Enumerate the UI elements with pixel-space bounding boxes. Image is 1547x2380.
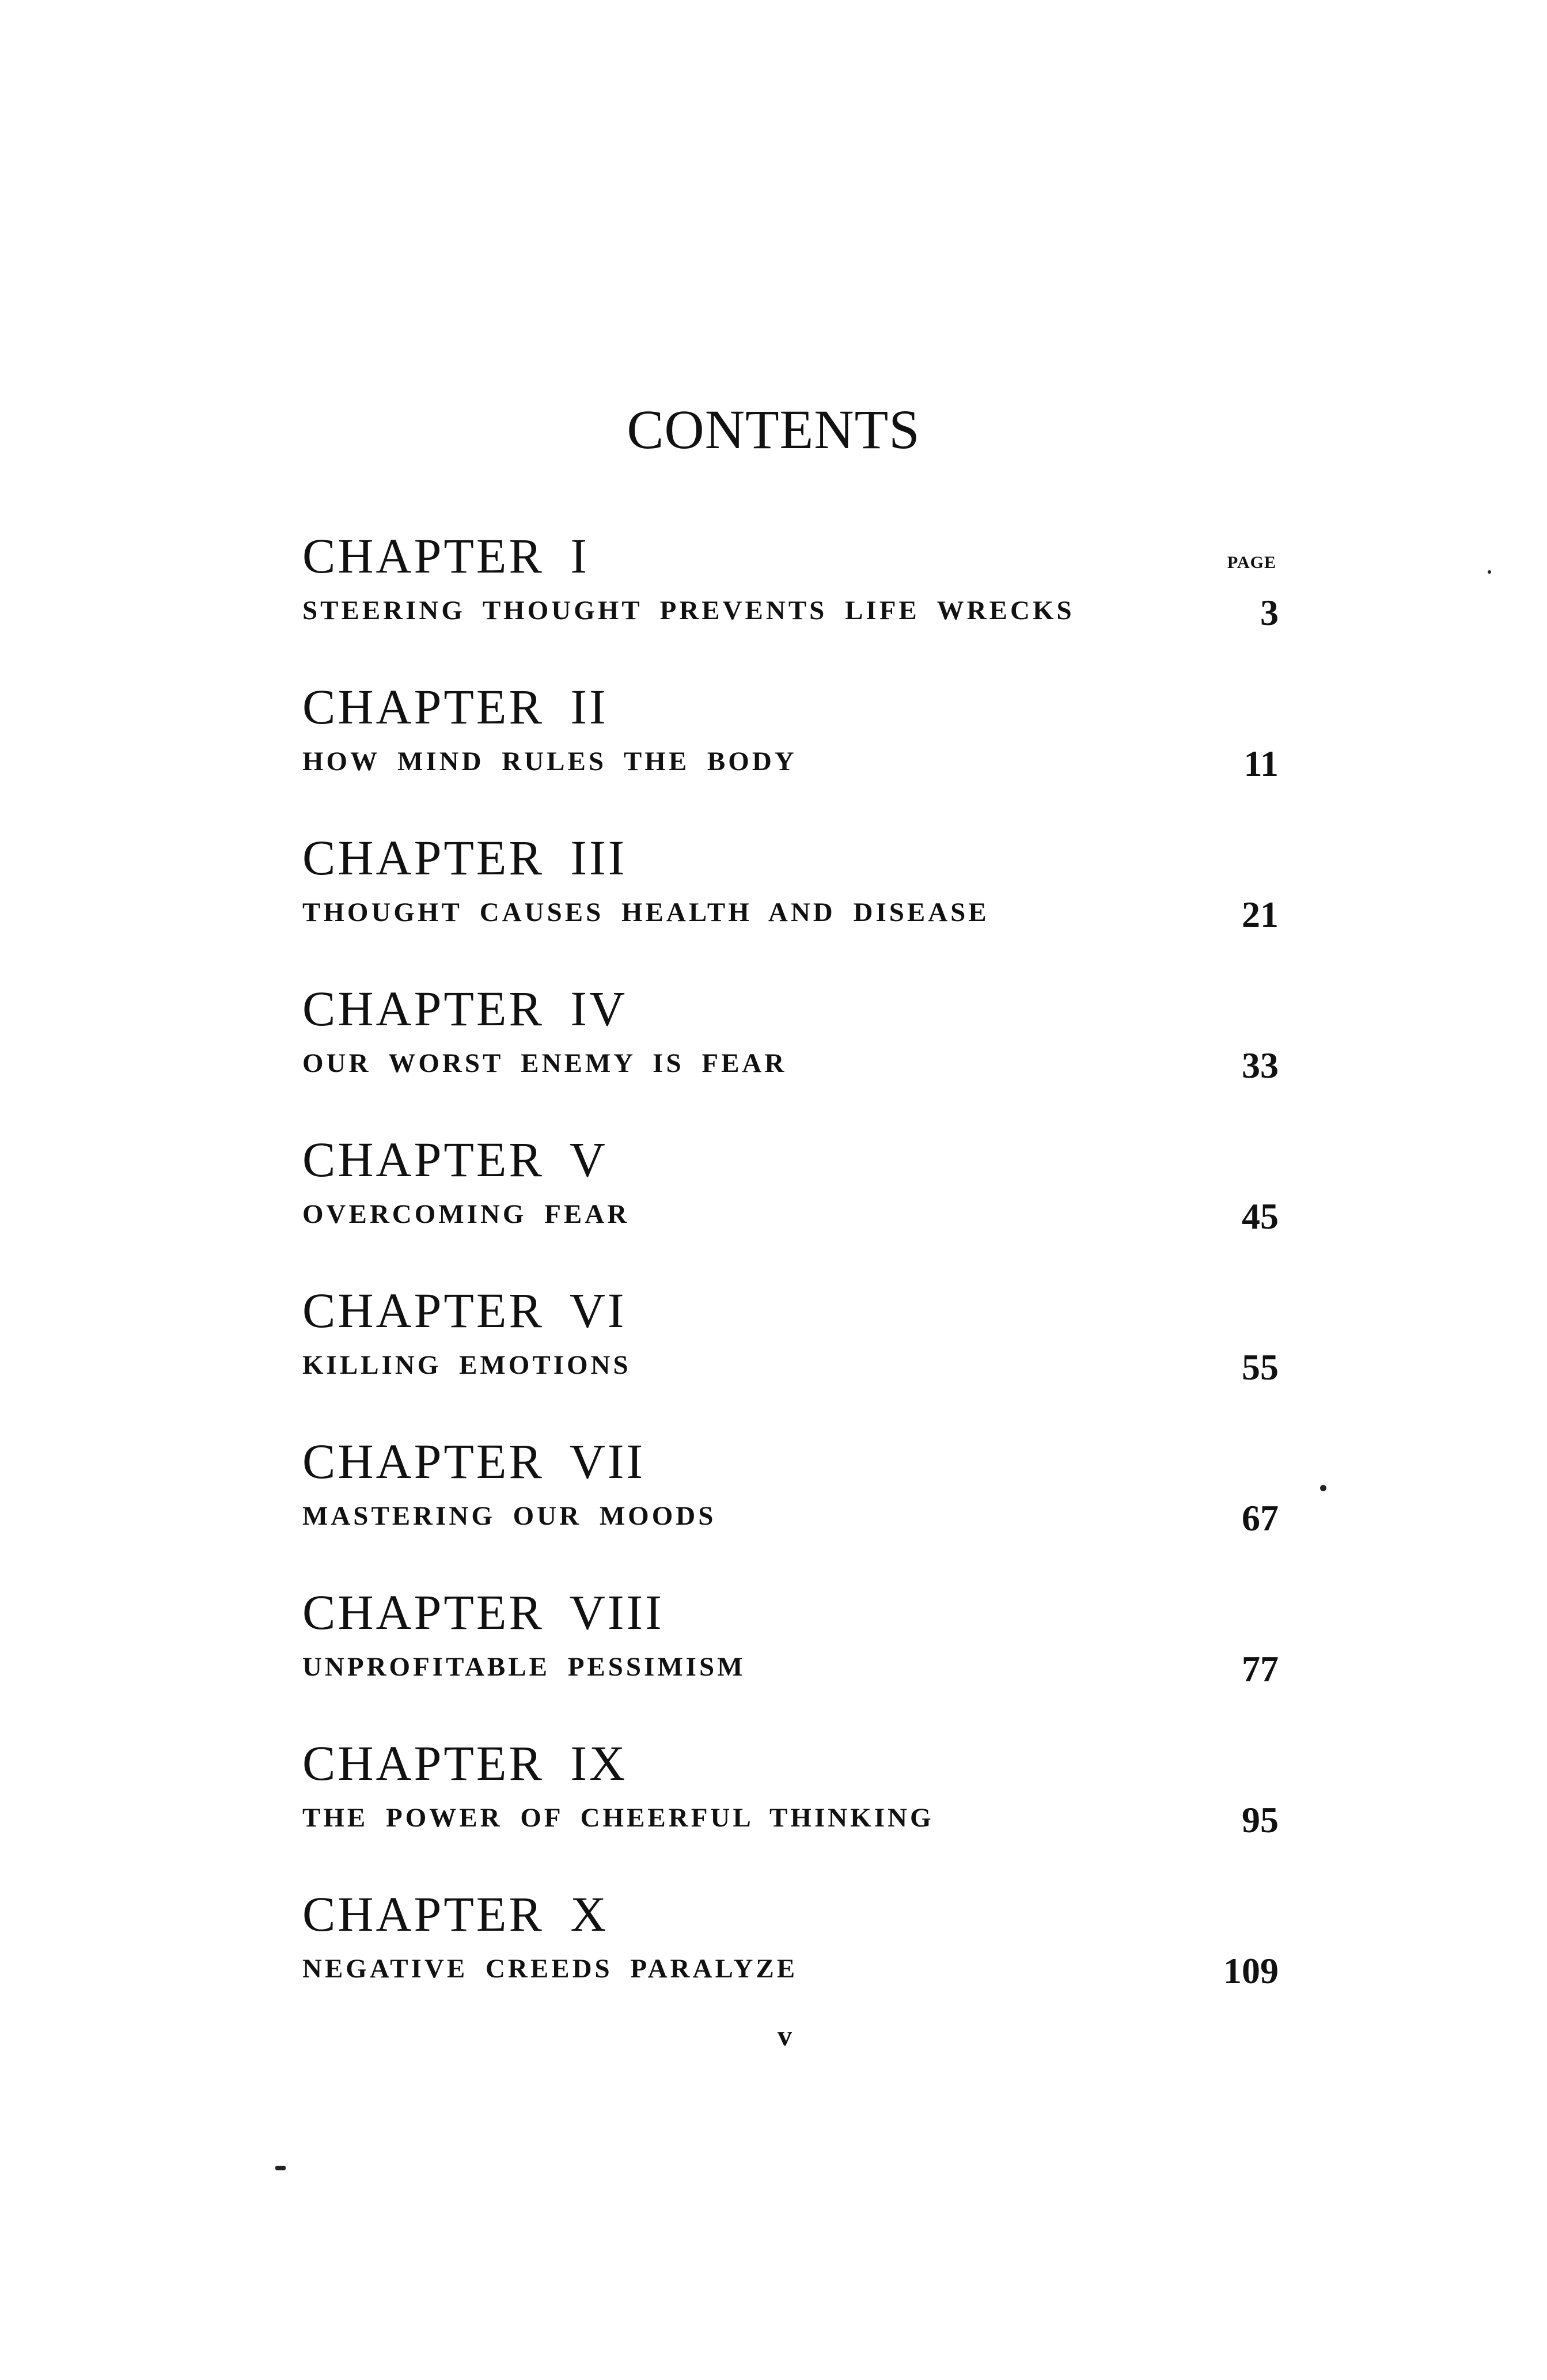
toc-entry: [302, 1131, 1279, 1282]
page-number: 11: [1243, 743, 1279, 784]
chapter-heading: CHAPTER X: [302, 1886, 609, 1942]
chapter-title: OVERCOMING FEAR: [302, 1199, 630, 1229]
chapter-title: HOW MIND RULES THE BODY: [302, 746, 797, 776]
chapter-title: STEERING THOUGHT PREVENTS LIFE WRECKS: [302, 596, 1075, 626]
chapter-heading: CHAPTER II: [302, 679, 608, 734]
toc-entry: [302, 980, 1279, 1131]
chapter-heading: CHAPTER IX: [302, 1735, 628, 1791]
page-number: 77: [1242, 1648, 1279, 1689]
table-of-contents: [302, 527, 1279, 2036]
toc-entry: [302, 1583, 1279, 1734]
page-number: 55: [1242, 1347, 1279, 1388]
chapter-title: KILLING EMOTIONS: [302, 1350, 631, 1380]
page-title: CONTENTS: [627, 399, 920, 460]
chapter-heading: CHAPTER III: [302, 830, 627, 885]
toc-entry: [302, 527, 1279, 678]
page-number: 33: [1242, 1045, 1279, 1086]
chapter-heading: CHAPTER IV: [302, 981, 628, 1036]
toc-entry: [302, 1432, 1279, 1583]
chapter-heading: CHAPTER I: [302, 528, 589, 583]
toc-entry: [302, 1885, 1279, 2036]
page-number: 21: [1242, 894, 1279, 935]
chapter-title: THE POWER OF CHEERFUL THINKING: [302, 1803, 934, 1833]
page-number: 95: [1242, 1799, 1279, 1840]
chapter-title: NEGATIVE CREEDS PARALYZE: [302, 1954, 798, 1984]
toc-entry: [302, 829, 1279, 980]
chapter-title: THOUGHT CAUSES HEALTH AND DISEASE: [302, 897, 989, 927]
print-speck: [1320, 1485, 1326, 1491]
chapter-heading: CHAPTER VI: [302, 1283, 627, 1338]
toc-entry: [302, 678, 1279, 829]
print-speck: [275, 2166, 286, 2170]
toc-entry: [302, 1734, 1279, 1885]
chapter-title: UNPROFITABLE PESSIMISM: [302, 1652, 746, 1682]
page-number: 109: [1223, 1950, 1279, 1991]
chapter-heading: CHAPTER V: [302, 1132, 608, 1187]
page-folio: v: [778, 2019, 792, 2052]
page-number: 45: [1242, 1196, 1279, 1237]
chapter-heading: CHAPTER VIII: [302, 1585, 664, 1640]
chapter-heading: CHAPTER VII: [302, 1434, 646, 1489]
page-number: 67: [1242, 1498, 1279, 1538]
page-column-label: PAGE: [1227, 553, 1276, 572]
print-speck: [1488, 570, 1491, 574]
toc-entry: [302, 1282, 1279, 1432]
page-number: 3: [1260, 592, 1279, 633]
chapter-title: MASTERING OUR MOODS: [302, 1501, 716, 1531]
chapter-title: OUR WORST ENEMY IS FEAR: [302, 1048, 787, 1078]
